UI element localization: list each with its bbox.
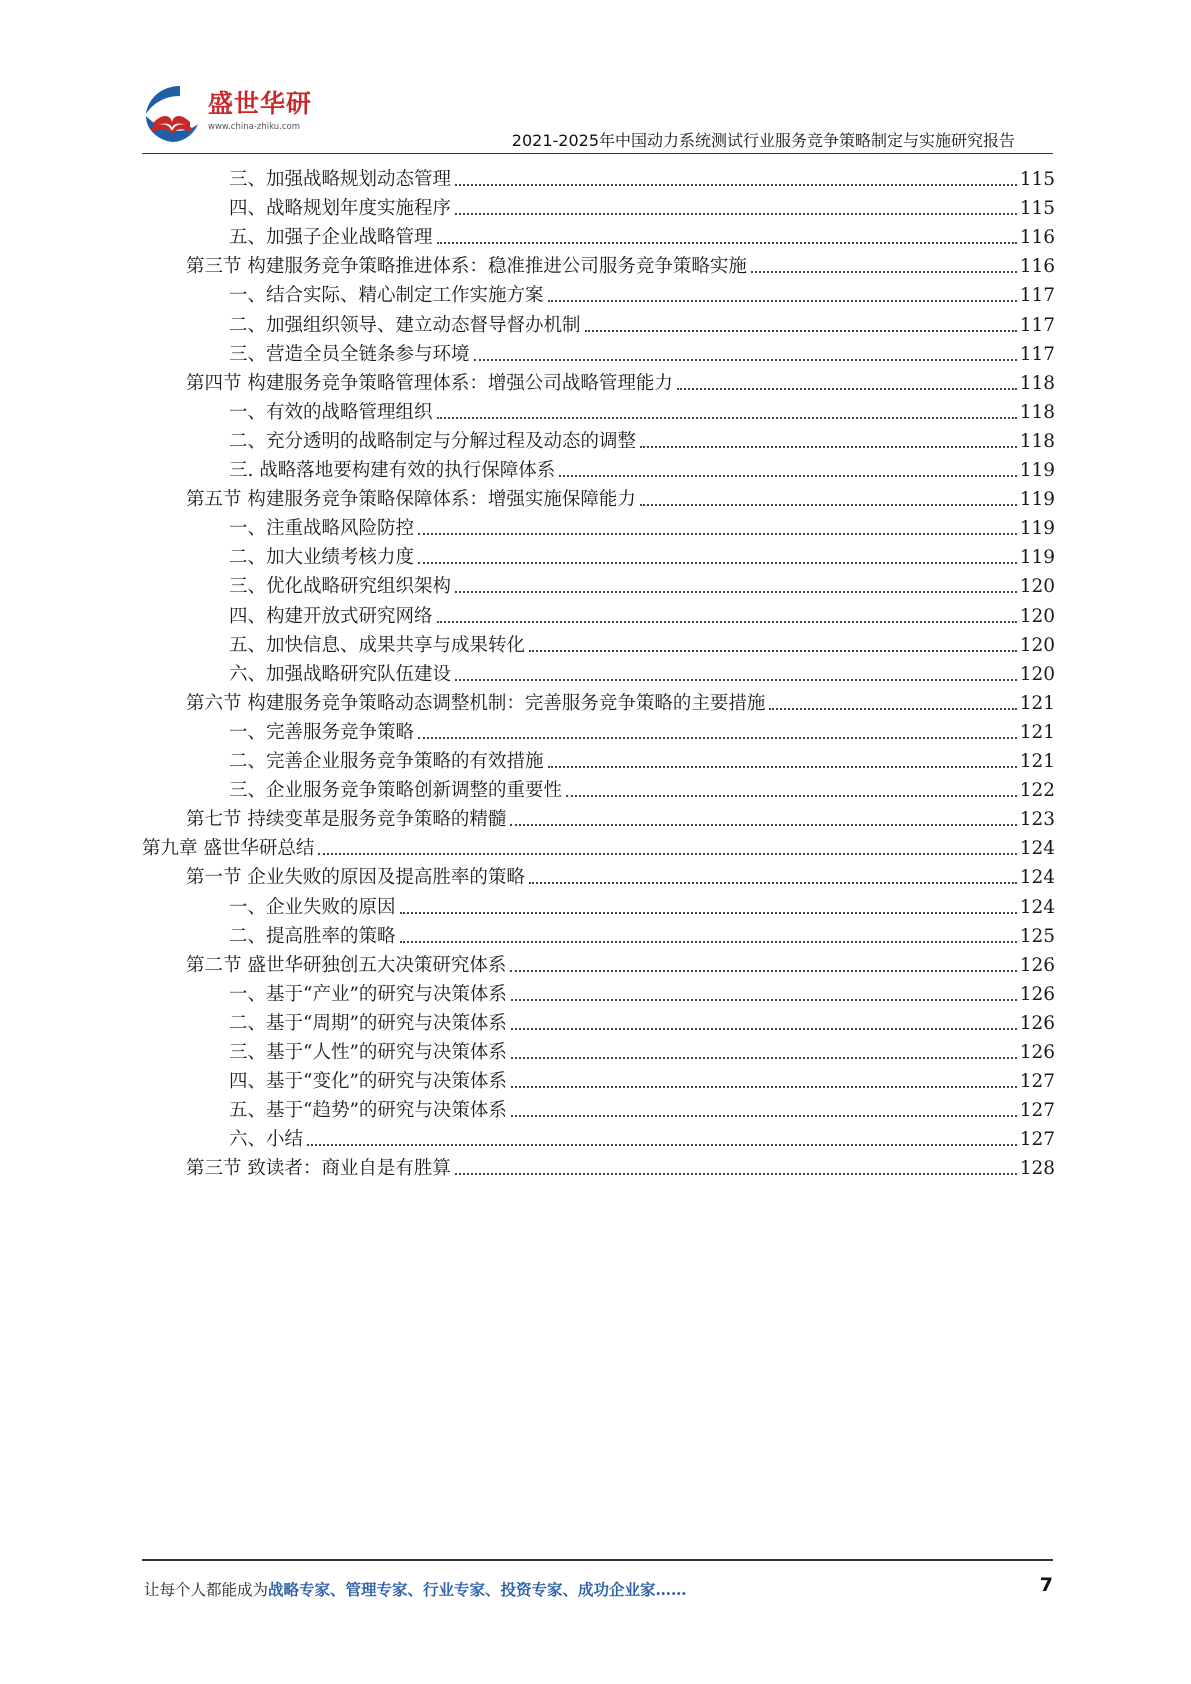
toc-dot-leader <box>510 824 1016 826</box>
toc-entry[interactable] <box>229 567 1055 598</box>
toc-entry[interactable] <box>186 800 1055 831</box>
toc-entry-page: 116 <box>1019 227 1055 249</box>
toc-entry-label: 六、小结 <box>229 1129 304 1151</box>
toc-entry[interactable] <box>229 218 1055 249</box>
toc-entry[interactable] <box>186 1149 1055 1180</box>
toc-entry-page: 120 <box>1019 634 1055 656</box>
toc-entry-page: 123 <box>1019 809 1055 831</box>
toc-entry-label: 五、基于“趋势”的研究与决策体系 <box>229 1100 507 1122</box>
page-header <box>0 0 1191 160</box>
toc-entry-page: 119 <box>1019 460 1055 481</box>
toc-entry[interactable] <box>229 335 1055 366</box>
toc-dot-leader <box>455 679 1017 681</box>
toc-dot-leader <box>640 504 1017 506</box>
toc-entry[interactable] <box>229 597 1055 628</box>
toc-dot-leader <box>418 533 1017 535</box>
toc-entry[interactable] <box>186 480 1055 511</box>
toc-entry-page: 127 <box>1019 1071 1055 1093</box>
toc-entry[interactable] <box>229 393 1055 424</box>
toc-entry-page: 126 <box>1019 1012 1055 1034</box>
toc-dot-leader <box>455 1173 1017 1175</box>
toc-entry-label: 一、完善服务竞争策略 <box>229 721 415 743</box>
toc-entry-label: 二、充分透明的战略制定与分解过程及动态的调整 <box>229 430 637 452</box>
toc-entry[interactable] <box>229 975 1055 1006</box>
toc-dot-leader <box>511 1057 1017 1059</box>
toc-dot-leader <box>418 737 1017 739</box>
toc-dot-leader <box>437 417 1017 419</box>
footer-slogan-prefix: 让每个人都能成为 <box>144 1581 269 1599</box>
company-logo <box>140 82 320 146</box>
toc-entry[interactable] <box>229 713 1055 744</box>
toc-entry[interactable] <box>229 917 1055 948</box>
logo-url: www.china-zhiku.com <box>208 122 300 132</box>
toc-entry[interactable] <box>142 829 1055 860</box>
toc-entry[interactable] <box>229 1091 1055 1122</box>
toc-dot-leader <box>418 562 1017 564</box>
toc-entry[interactable] <box>229 451 1055 482</box>
toc-entry-label: 一、结合实际、精心制定工作实施方案 <box>229 285 544 307</box>
toc-entry[interactable] <box>186 364 1055 395</box>
toc-dot-leader <box>640 446 1017 448</box>
toc-entry-page: 119 <box>1019 518 1055 540</box>
toc-entry-page: 124 <box>1019 838 1055 860</box>
toc-dot-leader <box>318 853 1016 855</box>
toc-entry-label: 四、基于“变化”的研究与决策体系 <box>229 1071 507 1093</box>
toc-entry-page: 124 <box>1019 867 1055 889</box>
toc-entry-page: 120 <box>1019 576 1055 598</box>
toc-dot-leader <box>559 475 1016 477</box>
toc-entry-page: 117 <box>1019 314 1055 336</box>
toc-entry-page: 126 <box>1019 983 1055 1005</box>
toc-entry-page: 118 <box>1019 372 1055 394</box>
report-title: 2021-2025年中国动力系统测试行业服务竞争策略制定与实施研究报告 <box>511 131 1015 150</box>
toc-dot-leader <box>400 941 1017 943</box>
toc-entry[interactable] <box>229 1033 1055 1064</box>
toc-entry-page: 124 <box>1019 896 1055 918</box>
toc-entry[interactable] <box>229 160 1055 191</box>
toc-entry-label: 第三节 致读者：商业自是有胜算 <box>186 1158 451 1180</box>
toc-entry-label: 第九章 盛世华研总结 <box>142 838 315 860</box>
toc-entry[interactable] <box>229 742 1055 773</box>
toc-dot-leader <box>751 271 1017 273</box>
toc-entry[interactable] <box>229 888 1055 919</box>
toc-entry-page: 126 <box>1019 1042 1055 1063</box>
toc-entry-label: 五、加快信息、成果共享与成果转化 <box>229 634 526 656</box>
toc-entry-label: 三、优化战略研究组织架构 <box>229 576 452 598</box>
logo-name: 盛世华研 <box>208 89 313 118</box>
toc-entry[interactable] <box>186 684 1055 715</box>
toc-entry-page: 122 <box>1019 780 1055 802</box>
toc-entry-page: 117 <box>1019 343 1055 365</box>
toc-entry-label: 六、加强战略研究队伍建设 <box>229 663 452 685</box>
toc-dot-leader <box>400 912 1017 914</box>
page-number: 7 <box>1039 1574 1053 1596</box>
toc-entry-page: 121 <box>1019 721 1055 743</box>
toc-entry-label: 一、有效的战略管理组织 <box>229 401 433 423</box>
toc-dot-leader <box>529 882 1017 884</box>
toc-entry-page: 121 <box>1019 751 1055 772</box>
toc-dot-leader <box>511 999 1017 1001</box>
toc-dot-leader <box>511 1115 1017 1117</box>
logo-book-icon <box>140 82 204 146</box>
toc-dot-leader <box>455 213 1017 215</box>
toc-entry-label: 第六节 构建服务竞争策略动态调整机制：完善服务竞争策略的主要措施 <box>186 692 766 714</box>
toc-entry-page: 127 <box>1019 1100 1055 1122</box>
toc-entry[interactable] <box>229 771 1055 802</box>
toc-entry-page: 125 <box>1019 925 1055 947</box>
toc-entry-label: 三、加强战略规划动态管理 <box>229 169 452 190</box>
toc-dot-leader <box>769 708 1016 710</box>
toc-entry-page: 120 <box>1019 663 1055 685</box>
toc-entry[interactable] <box>229 1062 1055 1093</box>
toc-entry-label: 第五节 构建服务竞争策略保障体系：增强实施保障能力 <box>186 489 636 511</box>
toc-entry-label: 一、注重战略风险防控 <box>229 518 415 540</box>
toc-entry-page: 127 <box>1019 1129 1055 1151</box>
toc-entry-label: 二、加大业绩考核力度 <box>229 547 415 569</box>
toc-entry-page: 116 <box>1019 256 1055 278</box>
toc-entry-page: 115 <box>1019 169 1055 190</box>
toc-entry-label: 二、完善企业服务竞争策略的有效措施 <box>229 751 544 772</box>
toc-entry-label: 一、企业失败的原因 <box>229 896 396 918</box>
toc-entry[interactable] <box>229 1120 1055 1151</box>
toc-entry-page: 119 <box>1019 489 1055 511</box>
toc-dot-leader <box>511 1086 1017 1088</box>
toc-dot-leader <box>511 1028 1017 1030</box>
toc-entry-label: 五、加强子企业战略管理 <box>229 227 433 249</box>
toc-entry-page: 119 <box>1019 547 1055 569</box>
toc-entry[interactable] <box>229 655 1055 686</box>
toc-entry[interactable] <box>229 538 1055 569</box>
toc-entry-label: 三. 战略落地要构建有效的执行保障体系 <box>229 460 556 481</box>
toc-entry-label: 二、加强组织领导、建立动态督导督办机制 <box>229 314 581 336</box>
toc-entry-label: 二、提高胜率的策略 <box>229 925 396 947</box>
toc-entry-label: 三、基于“人性”的研究与决策体系 <box>229 1042 507 1063</box>
toc-entry[interactable] <box>229 626 1055 657</box>
toc-entry[interactable] <box>186 946 1055 977</box>
toc-entry-label: 四、构建开放式研究网络 <box>229 605 433 627</box>
toc-entry-page: 118 <box>1019 401 1055 423</box>
toc-entry-label: 四、战略规划年度实施程序 <box>229 198 452 220</box>
toc-entry-page: 121 <box>1019 692 1055 714</box>
toc-entry-label: 第七节 持续变革是服务竞争策略的精髓 <box>186 809 507 831</box>
footer-slogan <box>144 1578 687 1600</box>
toc-entry[interactable] <box>229 422 1055 453</box>
toc-entry[interactable] <box>186 858 1055 889</box>
toc-entry[interactable] <box>229 276 1055 307</box>
toc-dot-leader <box>437 242 1017 244</box>
toc-dot-leader <box>585 330 1017 332</box>
toc-entry-label: 一、基于“产业”的研究与决策体系 <box>229 983 507 1005</box>
toc-dot-leader <box>455 591 1017 593</box>
toc-dot-leader <box>566 795 1017 797</box>
footer-divider <box>142 1559 1053 1561</box>
toc-dot-leader <box>548 766 1017 768</box>
toc-dot-leader <box>474 359 1017 361</box>
toc-entry-page: 115 <box>1019 198 1055 220</box>
toc-dot-leader <box>307 1144 1017 1146</box>
toc-dot-leader <box>510 970 1016 972</box>
toc-entry-page: 120 <box>1019 605 1055 627</box>
toc-entry-page: 126 <box>1019 954 1055 976</box>
toc-entry-label: 第二节 盛世华研独创五大决策研究体系 <box>186 954 507 976</box>
toc-entry-page: 118 <box>1019 430 1055 452</box>
toc-dot-leader <box>548 300 1017 302</box>
toc-entry[interactable] <box>229 189 1055 220</box>
toc-entry[interactable] <box>229 306 1055 337</box>
toc-dot-leader <box>529 650 1017 652</box>
toc-entry-label: 二、基于“周期”的研究与决策体系 <box>229 1012 507 1034</box>
toc-entry-label: 三、营造全员全链条参与环境 <box>229 343 470 365</box>
toc-dot-leader <box>437 621 1017 623</box>
toc-entry-page: 117 <box>1019 285 1055 307</box>
toc-entry-label: 第三节 构建服务竞争策略推进体系：稳准推进公司服务竞争策略实施 <box>186 256 747 278</box>
toc-entry[interactable] <box>229 1004 1055 1035</box>
toc-dot-leader <box>455 184 1017 186</box>
toc-entry-label: 第一节 企业失败的原因及提高胜率的策略 <box>186 867 525 889</box>
footer-slogan-emphasis: 战略专家、管理专家、行业专家、投资专家、成功企业家…… <box>268 1580 687 1599</box>
toc-entry-label: 三、企业服务竞争策略创新调整的重要性 <box>229 780 563 802</box>
toc-entry-label: 第四节 构建服务竞争策略管理体系：增强公司战略管理能力 <box>186 372 673 394</box>
header-divider <box>142 153 1053 154</box>
toc-entry[interactable] <box>229 509 1055 540</box>
toc-dot-leader <box>677 388 1017 390</box>
toc-entry[interactable] <box>186 247 1055 278</box>
toc-entry-page: 128 <box>1019 1158 1055 1180</box>
